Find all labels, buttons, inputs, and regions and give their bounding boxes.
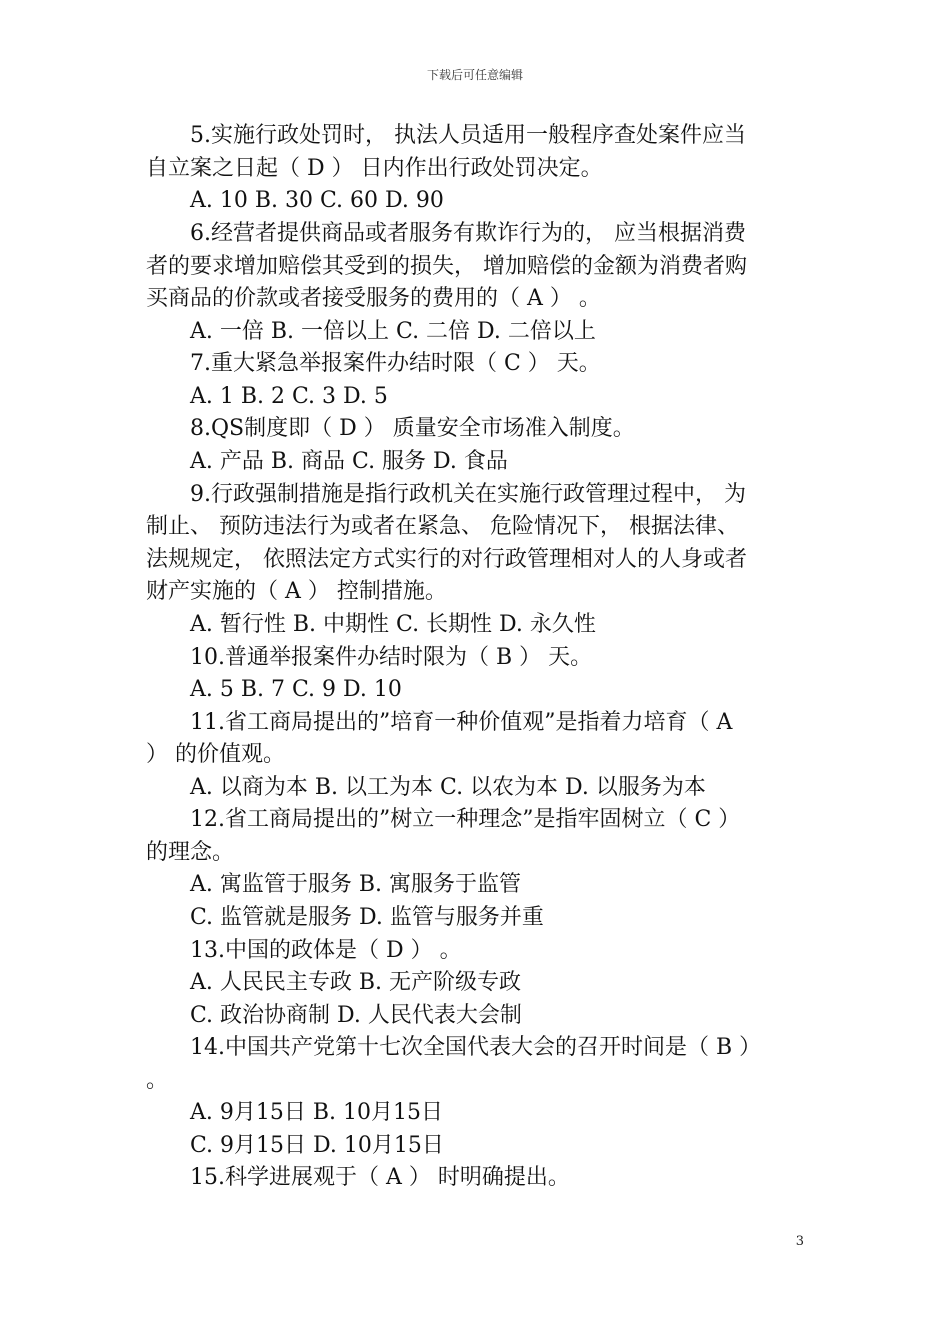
option-line: A. 暂行性 B. 中期性 C. 长期性 D. 永久性: [190, 612, 596, 637]
page-number: 3: [795, 1234, 804, 1249]
question-line: 者的要求增加赔偿其受到的损失， 增加赔偿的金额为消费者购: [146, 254, 747, 279]
option-line: A. 5 B. 7 C. 9 D. 10: [190, 677, 402, 702]
question-line: 买商品的价款或者接受服务的费用的（ A ） 。: [146, 286, 601, 311]
option-line: A. 一倍 B. 一倍以上 C. 二倍 D. 二倍以上: [190, 319, 596, 344]
question-line: 的理念。: [146, 840, 235, 865]
option-line: A. 1 B. 2 C. 3 D. 5: [190, 384, 388, 409]
question-line: 法规规定， 依照法定方式实行的对行政管理相对人的人身或者: [146, 547, 747, 572]
question-line: 7.重大紧急举报案件办结时限（ C ） 天。: [190, 351, 601, 376]
option-line: A. 产品 B. 商品 C. 服务 D. 食品: [190, 449, 508, 474]
question-line: 11.省工商局提出的”培育一种价值观”是指着力培育（ A: [190, 710, 733, 735]
option-line: C. 9月15日 D. 10月15日: [190, 1133, 444, 1158]
question-line: 制止、 预防违法行为或者在紧急、 危险情况下， 根据法律、: [146, 514, 739, 539]
question-line: 14.中国共产党第十七次全国代表大会的召开时间是（ B ）: [190, 1035, 762, 1060]
option-line: A. 10 B. 30 C. 60 D. 90: [190, 188, 444, 213]
question-line: 9.行政强制措施是指行政机关在实施行政管理过程中， 为: [190, 482, 746, 507]
option-line: C. 政治协商制 D. 人民代表大会制: [190, 1003, 522, 1028]
question-line: 8.QS制度即（ D ） 质量安全市场准入制度。: [190, 416, 635, 441]
question-line: 财产实施的（ A ） 控制措施。: [146, 579, 447, 604]
question-line: ） 的价值观。: [146, 742, 285, 767]
option-line: A. 人民民主专政 B. 无产阶级专政: [190, 970, 522, 995]
option-line: A. 寓监管于服务 B. 寓服务于监管: [190, 872, 522, 897]
option-line: A. 以商为本 B. 以工为本 C. 以农为本 D. 以服务为本: [190, 775, 706, 800]
question-line: 12.省工商局提出的”树立一种理念”是指牢固树立（ C ）: [190, 807, 741, 832]
question-line: 。: [146, 1068, 169, 1093]
question-line: 13.中国的政体是（ D ） 。: [190, 938, 462, 963]
question-line: 自立案之日起（ D ） 日内作出行政处罚决定。: [146, 156, 603, 181]
question-line: 5.实施行政处罚时， 执法人员适用一般程序查处案件应当: [190, 123, 746, 148]
question-line: 6.经营者提供商品或者服务有欺诈行为的， 应当根据消费: [190, 221, 746, 246]
page-header: 下载后可任意编辑: [426, 68, 523, 82]
question-line: 10.普通举报案件办结时限为（ B ） 天。: [190, 645, 593, 670]
option-line: A. 9月15日 B. 10月15日: [190, 1100, 444, 1125]
question-line: 15.科学进展观于（ A ） 时明确提出。: [190, 1165, 570, 1190]
option-line: C. 监管就是服务 D. 监管与服务并重: [190, 905, 544, 930]
